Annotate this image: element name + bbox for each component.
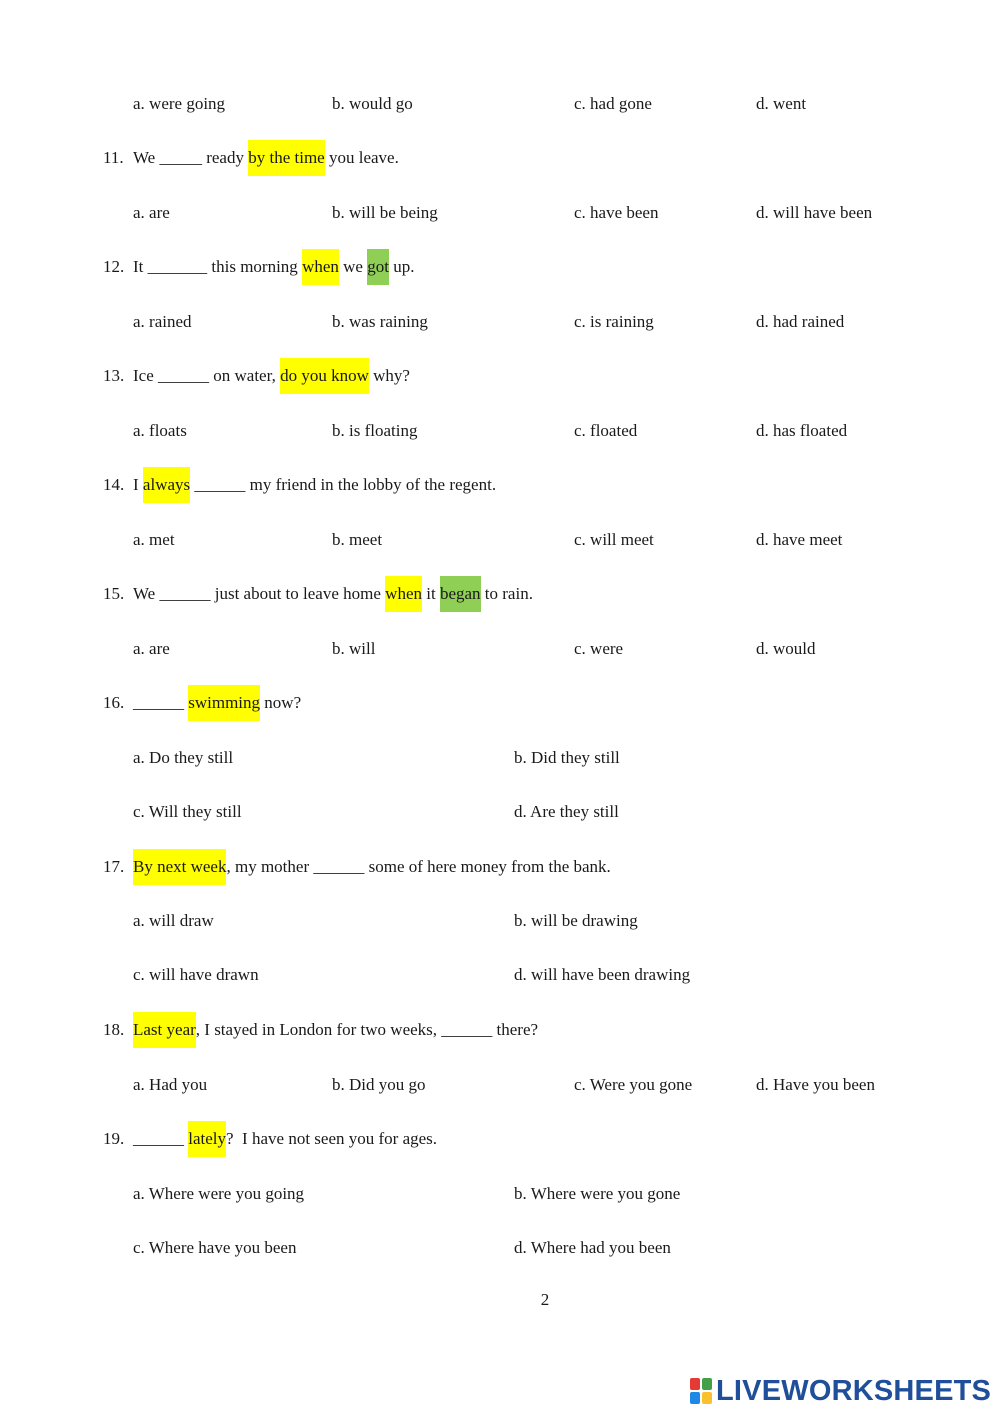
logo-tile-green bbox=[702, 1378, 712, 1390]
text-segment: , I stayed in London for two weeks, ______ there? bbox=[195, 1020, 539, 1039]
highlight-yellow: when bbox=[385, 576, 422, 612]
question-text bbox=[133, 249, 414, 285]
highlight-yellow: do you know bbox=[280, 358, 369, 394]
highlight-yellow: swimming bbox=[188, 685, 260, 721]
liveworksheets-logo-icon bbox=[690, 1378, 712, 1404]
text-segment: I bbox=[133, 475, 143, 494]
text-segment: , my mother ______ some of here money from the bank. bbox=[226, 857, 611, 876]
answer-options bbox=[0, 304, 1000, 340]
option-c: c. have been bbox=[574, 203, 659, 222]
option-a: a. floats bbox=[133, 421, 187, 440]
question-16 bbox=[0, 685, 1000, 721]
answer-options bbox=[0, 522, 1000, 558]
highlight-yellow: when bbox=[302, 249, 339, 285]
option-b: b. will bbox=[332, 639, 376, 658]
option-a: a. are bbox=[133, 639, 170, 658]
question-text bbox=[133, 1012, 538, 1048]
option-c: c. will meet bbox=[574, 530, 654, 549]
option-d: d. Have you been bbox=[756, 1075, 875, 1094]
option-b: b. Did they still bbox=[514, 748, 620, 767]
option-c: c. had gone bbox=[574, 94, 652, 113]
option-a: a. Where were you going bbox=[133, 1184, 305, 1203]
option-b: b. Did you go bbox=[332, 1075, 426, 1094]
highlight-yellow: always bbox=[143, 467, 190, 503]
option-a: a. Do they still bbox=[133, 748, 234, 767]
option-a: a. Had you bbox=[133, 1075, 208, 1094]
question-number: 14. bbox=[103, 475, 125, 494]
question-text bbox=[133, 576, 533, 612]
question-12 bbox=[0, 249, 1000, 285]
text-segment: now? bbox=[260, 693, 302, 712]
question-text bbox=[133, 685, 301, 721]
text-segment: up. bbox=[388, 257, 415, 276]
question-number: 18. bbox=[103, 1020, 125, 1039]
highlight-yellow: By next week bbox=[133, 849, 226, 885]
option-a: a. were going bbox=[133, 94, 226, 113]
question-text bbox=[133, 140, 399, 176]
text-segment: it bbox=[422, 584, 440, 603]
question-14 bbox=[0, 467, 1000, 503]
answer-options bbox=[0, 957, 1000, 993]
option-b: b. is floating bbox=[332, 421, 418, 440]
question-text bbox=[133, 467, 496, 503]
question-text bbox=[133, 849, 611, 885]
highlight-yellow: by the time bbox=[248, 140, 324, 176]
highlight-yellow: Last year bbox=[133, 1012, 196, 1048]
answer-options bbox=[0, 631, 1000, 667]
logo-tile-yellow bbox=[702, 1392, 712, 1404]
option-b: b. will be being bbox=[332, 203, 438, 222]
question-11 bbox=[0, 140, 1000, 176]
question-number: 15. bbox=[103, 584, 125, 603]
option-d: d. will have been drawing bbox=[514, 965, 691, 984]
question-13 bbox=[0, 358, 1000, 394]
question-18 bbox=[0, 1012, 1000, 1048]
logo-tile-blue bbox=[690, 1392, 700, 1404]
answer-options bbox=[0, 740, 1000, 776]
text-segment: It _______ this morning bbox=[133, 257, 303, 276]
logo-tile-red bbox=[690, 1378, 700, 1390]
option-c: c. Were you gone bbox=[574, 1075, 693, 1094]
question-text bbox=[133, 358, 410, 394]
option-a: a. rained bbox=[133, 312, 192, 331]
question-number: 16. bbox=[103, 693, 125, 712]
answer-options bbox=[0, 413, 1000, 449]
text-segment: We ______ just about to leave home bbox=[133, 584, 386, 603]
highlight-green: got bbox=[367, 249, 389, 285]
question-10-options bbox=[0, 86, 1000, 122]
option-d: d. have meet bbox=[756, 530, 843, 549]
option-a: a. are bbox=[133, 203, 170, 222]
question-17 bbox=[0, 849, 1000, 885]
answer-options bbox=[0, 903, 1000, 939]
question-number: 12. bbox=[103, 257, 125, 276]
option-b: b. would go bbox=[332, 94, 413, 113]
question-number: 13. bbox=[103, 366, 125, 385]
answer-options bbox=[0, 1067, 1000, 1103]
answer-options bbox=[0, 195, 1000, 231]
answer-options bbox=[0, 1176, 1000, 1212]
liveworksheets-brand[interactable] bbox=[690, 1374, 991, 1408]
text-segment: ? I have not seen you for ages. bbox=[226, 1129, 438, 1148]
text-segment: ______ my friend in the lobby of the regent. bbox=[190, 475, 497, 494]
text-segment: We _____ ready bbox=[133, 148, 249, 167]
question-19 bbox=[0, 1121, 1000, 1157]
option-b: b. meet bbox=[332, 530, 383, 549]
option-b: b. will be drawing bbox=[514, 911, 638, 930]
text-segment: to rain. bbox=[480, 584, 533, 603]
text-segment: Ice ______ on water, bbox=[133, 366, 281, 385]
answer-options bbox=[0, 1230, 1000, 1266]
option-c: c. Will they still bbox=[133, 802, 242, 821]
option-c: c. were bbox=[574, 639, 624, 658]
question-number: 19. bbox=[103, 1129, 125, 1148]
option-c: c. Where have you been bbox=[133, 1238, 297, 1257]
option-d: d. Where had you been bbox=[514, 1238, 671, 1257]
option-d: d. will have been bbox=[756, 203, 873, 222]
option-a: a. met bbox=[133, 530, 175, 549]
text-segment: ______ bbox=[133, 693, 189, 712]
text-segment: we bbox=[338, 257, 368, 276]
option-a: a. will draw bbox=[133, 911, 214, 930]
brand-name: LIVEWORKSHEETS bbox=[716, 1374, 992, 1407]
option-d: d. has floated bbox=[756, 421, 848, 440]
option-c: c. will have drawn bbox=[133, 965, 259, 984]
option-c: c. is raining bbox=[574, 312, 654, 331]
answer-options bbox=[0, 794, 1000, 830]
option-c: c. floated bbox=[574, 421, 638, 440]
text-segment: why? bbox=[368, 366, 410, 385]
highlight-yellow: lately bbox=[188, 1121, 226, 1157]
text-segment: you leave. bbox=[324, 148, 399, 167]
option-d: d. went bbox=[756, 94, 807, 113]
text-segment: ______ bbox=[133, 1129, 189, 1148]
question-15 bbox=[0, 576, 1000, 612]
highlight-green: began bbox=[440, 576, 481, 612]
option-b: b. was raining bbox=[332, 312, 428, 331]
question-number: 11. bbox=[103, 148, 124, 167]
option-d: d. would bbox=[756, 639, 816, 658]
question-text bbox=[133, 1121, 437, 1157]
option-b: b. Where were you gone bbox=[514, 1184, 681, 1203]
option-d: d. had rained bbox=[756, 312, 845, 331]
page-number: 2 bbox=[540, 1290, 550, 1309]
question-number: 17. bbox=[103, 857, 125, 876]
option-d: d. Are they still bbox=[514, 802, 619, 821]
